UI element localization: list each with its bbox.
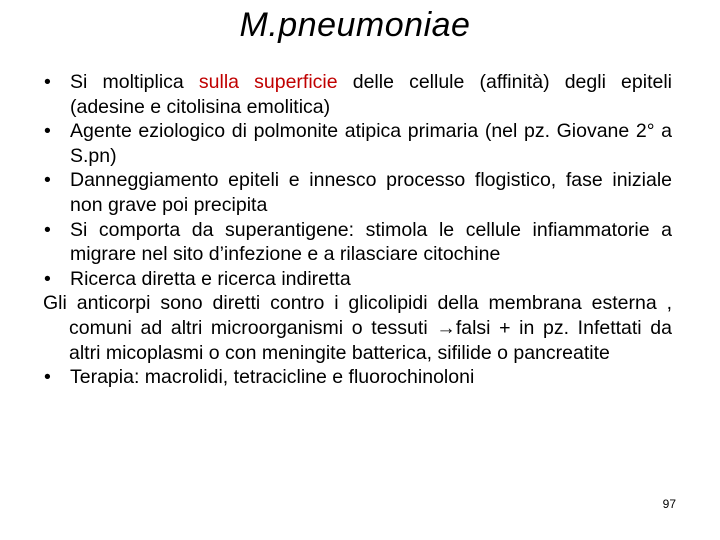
- bullet-item: [44, 119, 672, 168]
- bullet-icon: •: [44, 267, 51, 290]
- page-number: 97: [662, 497, 676, 511]
- bullet-text-pre: Si moltiplica: [70, 71, 199, 93]
- bullet-item: [44, 267, 672, 292]
- slide-title: M.pneumoniae: [239, 6, 471, 44]
- bullet-icon: •: [44, 218, 51, 241]
- right-arrow-icon: →: [436, 316, 456, 339]
- bullet-icon: •: [44, 366, 51, 389]
- antibody-paragraph: [43, 291, 672, 365]
- highlighted-text: sulla superficie: [198, 71, 338, 93]
- paragraph-text-pre: Gli anticorpi sono diretti contro i glicolipidi della membrana esterna , comuni ad altri microorganismi o tessuti: [43, 292, 672, 339]
- bullet-text: Agente eziologico di polmonite atipica primaria (nel pz. Giovane 2° a S.pn): [70, 120, 672, 167]
- bullet-icon: •: [44, 71, 51, 93]
- bullet-text: Si comporta da superantigene: stimola le cellule infiammatorie a migrare nel sito d’infezione e a rilasciare citochine: [70, 218, 672, 266]
- bullet-item: [44, 168, 672, 217]
- bullet-item: [44, 365, 672, 390]
- bullet-text: Ricerca diretta e ricerca indiretta: [70, 267, 351, 290]
- paragraph-text-post: falsi + in pz. Infettati da altri micoplasmi o con meningite batterica, sifilide o pancreatite: [69, 316, 672, 364]
- bullet-icon: •: [44, 120, 51, 143]
- bullet-text: Danneggiamento epiteli e innesco processo flogistico, fase iniziale non grave poi precipita: [70, 169, 672, 216]
- bullet-item: [44, 70, 672, 119]
- bullet-icon: •: [44, 169, 51, 192]
- bullet-text: Terapia: macrolidi, tetracicline e fluorochinoloni: [70, 366, 475, 389]
- bullet-text-post: delle cellule (affinità) degli epiteli (adesine e citolisina emolitica): [70, 71, 672, 118]
- bullet-item: [44, 218, 672, 267]
- slide-content: [44, 70, 672, 390]
